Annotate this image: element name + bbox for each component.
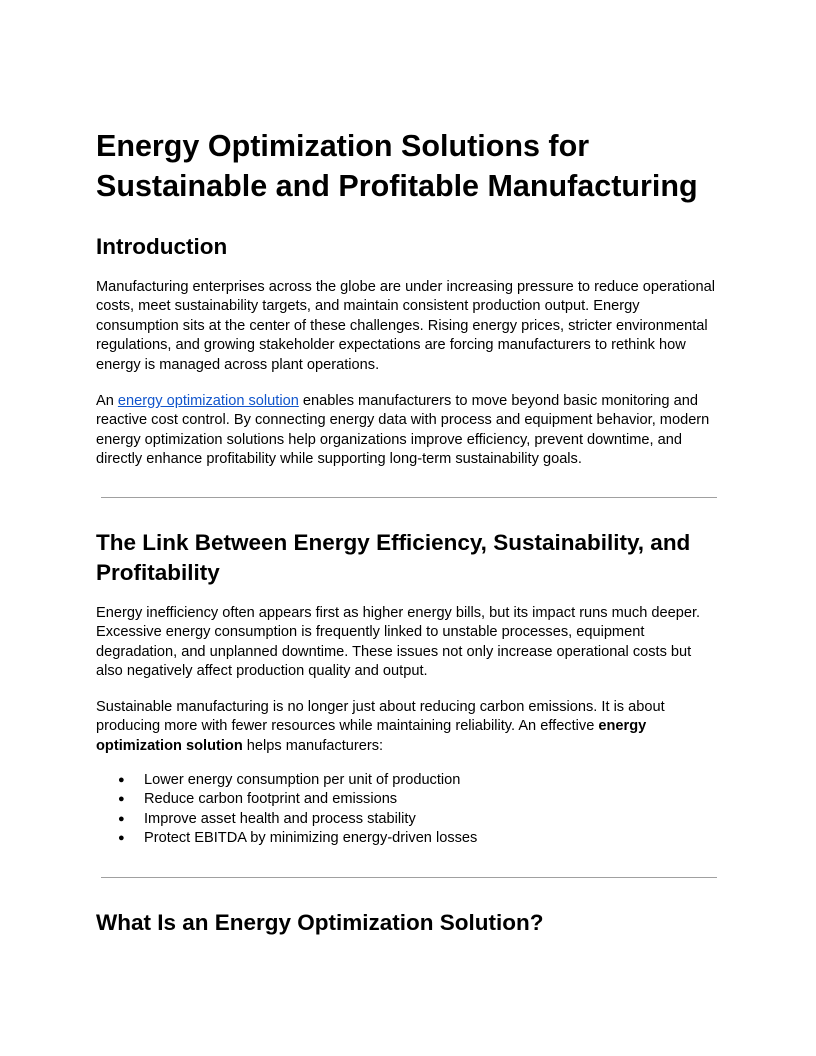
link-section-paragraph-2-end: helps manufacturers: [242,737,384,754]
bold-term: energy optimization solution [96,718,647,754]
bullet-icon: ● [118,793,125,806]
benefits-list [96,771,477,849]
list-item-text: Reduce carbon footprint and emissions [144,791,398,808]
bullet-icon: ● [118,812,125,825]
energy-optimization-link[interactable]: energy optimization solution [117,393,299,409]
list-item-text: Improve asset health and process stability [144,810,416,827]
list-item [96,829,477,848]
document-title: Energy Optimization Solutions for Sustainable and Profitable Manufacturing [96,129,698,203]
bullet-icon: ● [118,832,125,845]
link-section-paragraph-2 [96,698,721,756]
bullet-icon: ● [118,774,125,786]
list-item [96,790,477,809]
link-section-paragraph-2-start: Sustainable manufacturing is no longer just about reducing carbon emissions. It is about producing more with fewer resources while maintaining reliability. An effective [96,699,665,735]
intro-paragraph-1: Manufacturing enterprises across the globe are under increasing pressure to reduce operational costs, meet sustainability targets, and maintain consistent production output. Energy consumption sits at the center of these challenges. Rising energy prices, stricter environmental regulations, and growing stakeholder expectations are forcing manufacturers to rethink how energy is managed across plant operations. [96,279,715,373]
intro-paragraph-2-start: An [96,393,118,409]
what-section-heading: What Is an Energy Optimization Solution? [96,910,544,935]
list-item-text: Lower energy consumption per unit of production [144,772,461,788]
list-item [96,771,477,790]
list-item-text: Protect EBITDA by minimizing energy-driven losses [144,830,478,847]
section-divider [101,497,717,498]
link-section-heading: The Link Between Energy Efficiency, Sustainability, and Profitability [96,530,691,585]
intro-paragraph-2-end: enables manufacturers to move beyond basic monitoring and reactive cost control. By connecting energy data with process and equipment behavior, modern energy optimization solutions help organizations improve efficiency, prevent downtime, and directly enhance profitability while supporting long-term sustainability goals. [96,393,710,468]
list-item [96,810,477,829]
section-divider [101,877,717,878]
intro-heading: Introduction [96,234,228,259]
intro-paragraph-2 [96,392,721,470]
link-section-paragraph-1: Energy inefficiency often appears first as higher energy bills, but its impact runs much deeper. Excessive energy consumption is frequently linked to unstable processes, equipment degradation, and unplanned downtime. These issues not only increase operational costs but also negatively affect production quality and output. [96,605,701,680]
